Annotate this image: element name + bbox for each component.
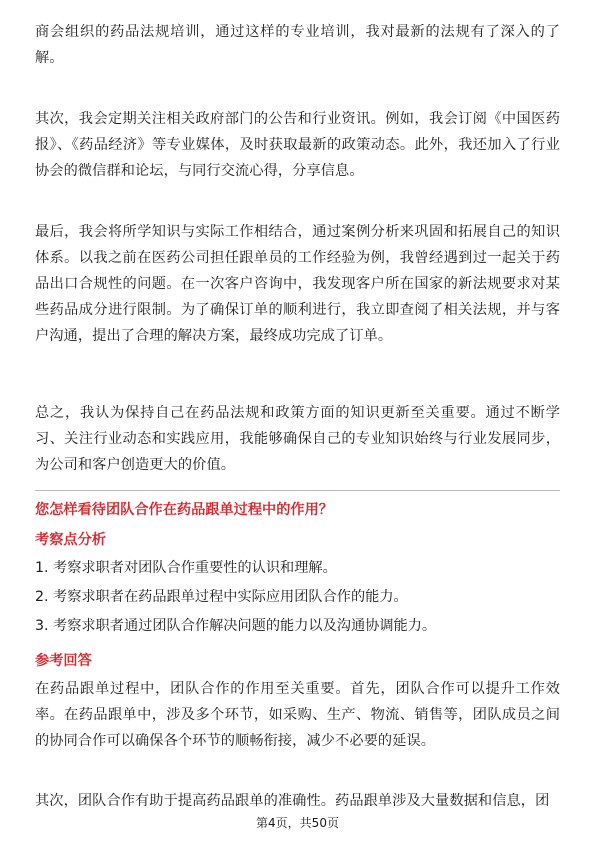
answer-paragraph: 在药品跟单过程中，团队合作的作用至关重要。首先，团队合作可以提升工作效率。在药品跟单中，涉及多个环节，如采购、生产、物流、销售等，团队成员之间的协同合作可以确保各个环节的顺畅衔接，减少不必要的延误。 <box>35 681 560 749</box>
question-title: 您怎样看待团队合作在药品跟单过程中的作用？ <box>35 502 333 518</box>
answer-heading: 参考回答 <box>35 653 92 669</box>
paragraph: 其次，我会定期关注相关政府部门的公告和行业资讯。例如，我会订阅《中国医药报》、《药品经济》等专业媒体，及时获取最新的政策动态。此外，我还加入了行业协会的微信群和论坛，与同行交流心得，分享信息。 <box>35 111 560 179</box>
section-divider <box>35 490 560 491</box>
analysis-item: 1. 考察求职者对团队合作重要性的认识和理解。 <box>35 560 337 576</box>
analysis-item: 3. 考察求职者通过团队合作解决问题的能力以及沟通协调能力。 <box>35 618 437 634</box>
page-number: 第4页，共50页 <box>256 816 339 830</box>
paragraph: 总之，我认为保持自己在药品法规和政策方面的知识更新至关重要。通过不断学习、关注行业动态和实践应用，我能够确保自己的专业知识始终与行业发展同步，为公司和客户创造更大的价值。 <box>35 405 560 473</box>
analysis-heading: 考察点分析 <box>35 532 106 548</box>
answer-paragraph: 其次，团队合作有助于提高药品跟单的准确性。药品跟单涉及大量数据和信息，团 <box>35 793 550 809</box>
analysis-item: 2. 考察求职者在药品跟单过程中实际应用团队合作的能力。 <box>35 589 408 605</box>
paragraph: 商会组织的药品法规培训，通过这样的专业培训，我对最新的法规有了深入的了解。 <box>35 24 560 66</box>
paragraph: 最后，我会将所学知识与实际工作相结合，通过案例分析来巩固和拓展自己的知识体系。以我之前在医药公司担任跟单员的工作经验为例，我曾经遇到过一起关于药品出口合规性的问题。在一次客户咨询中，我发现客户所在国家的新法规要求对某些药品成分进行限制。为了确保订单的顺利进行，我立即查阅了相关法规，并与客户沟通，提出了合理的解决方案，最终成功完成了订单。 <box>35 224 560 344</box>
